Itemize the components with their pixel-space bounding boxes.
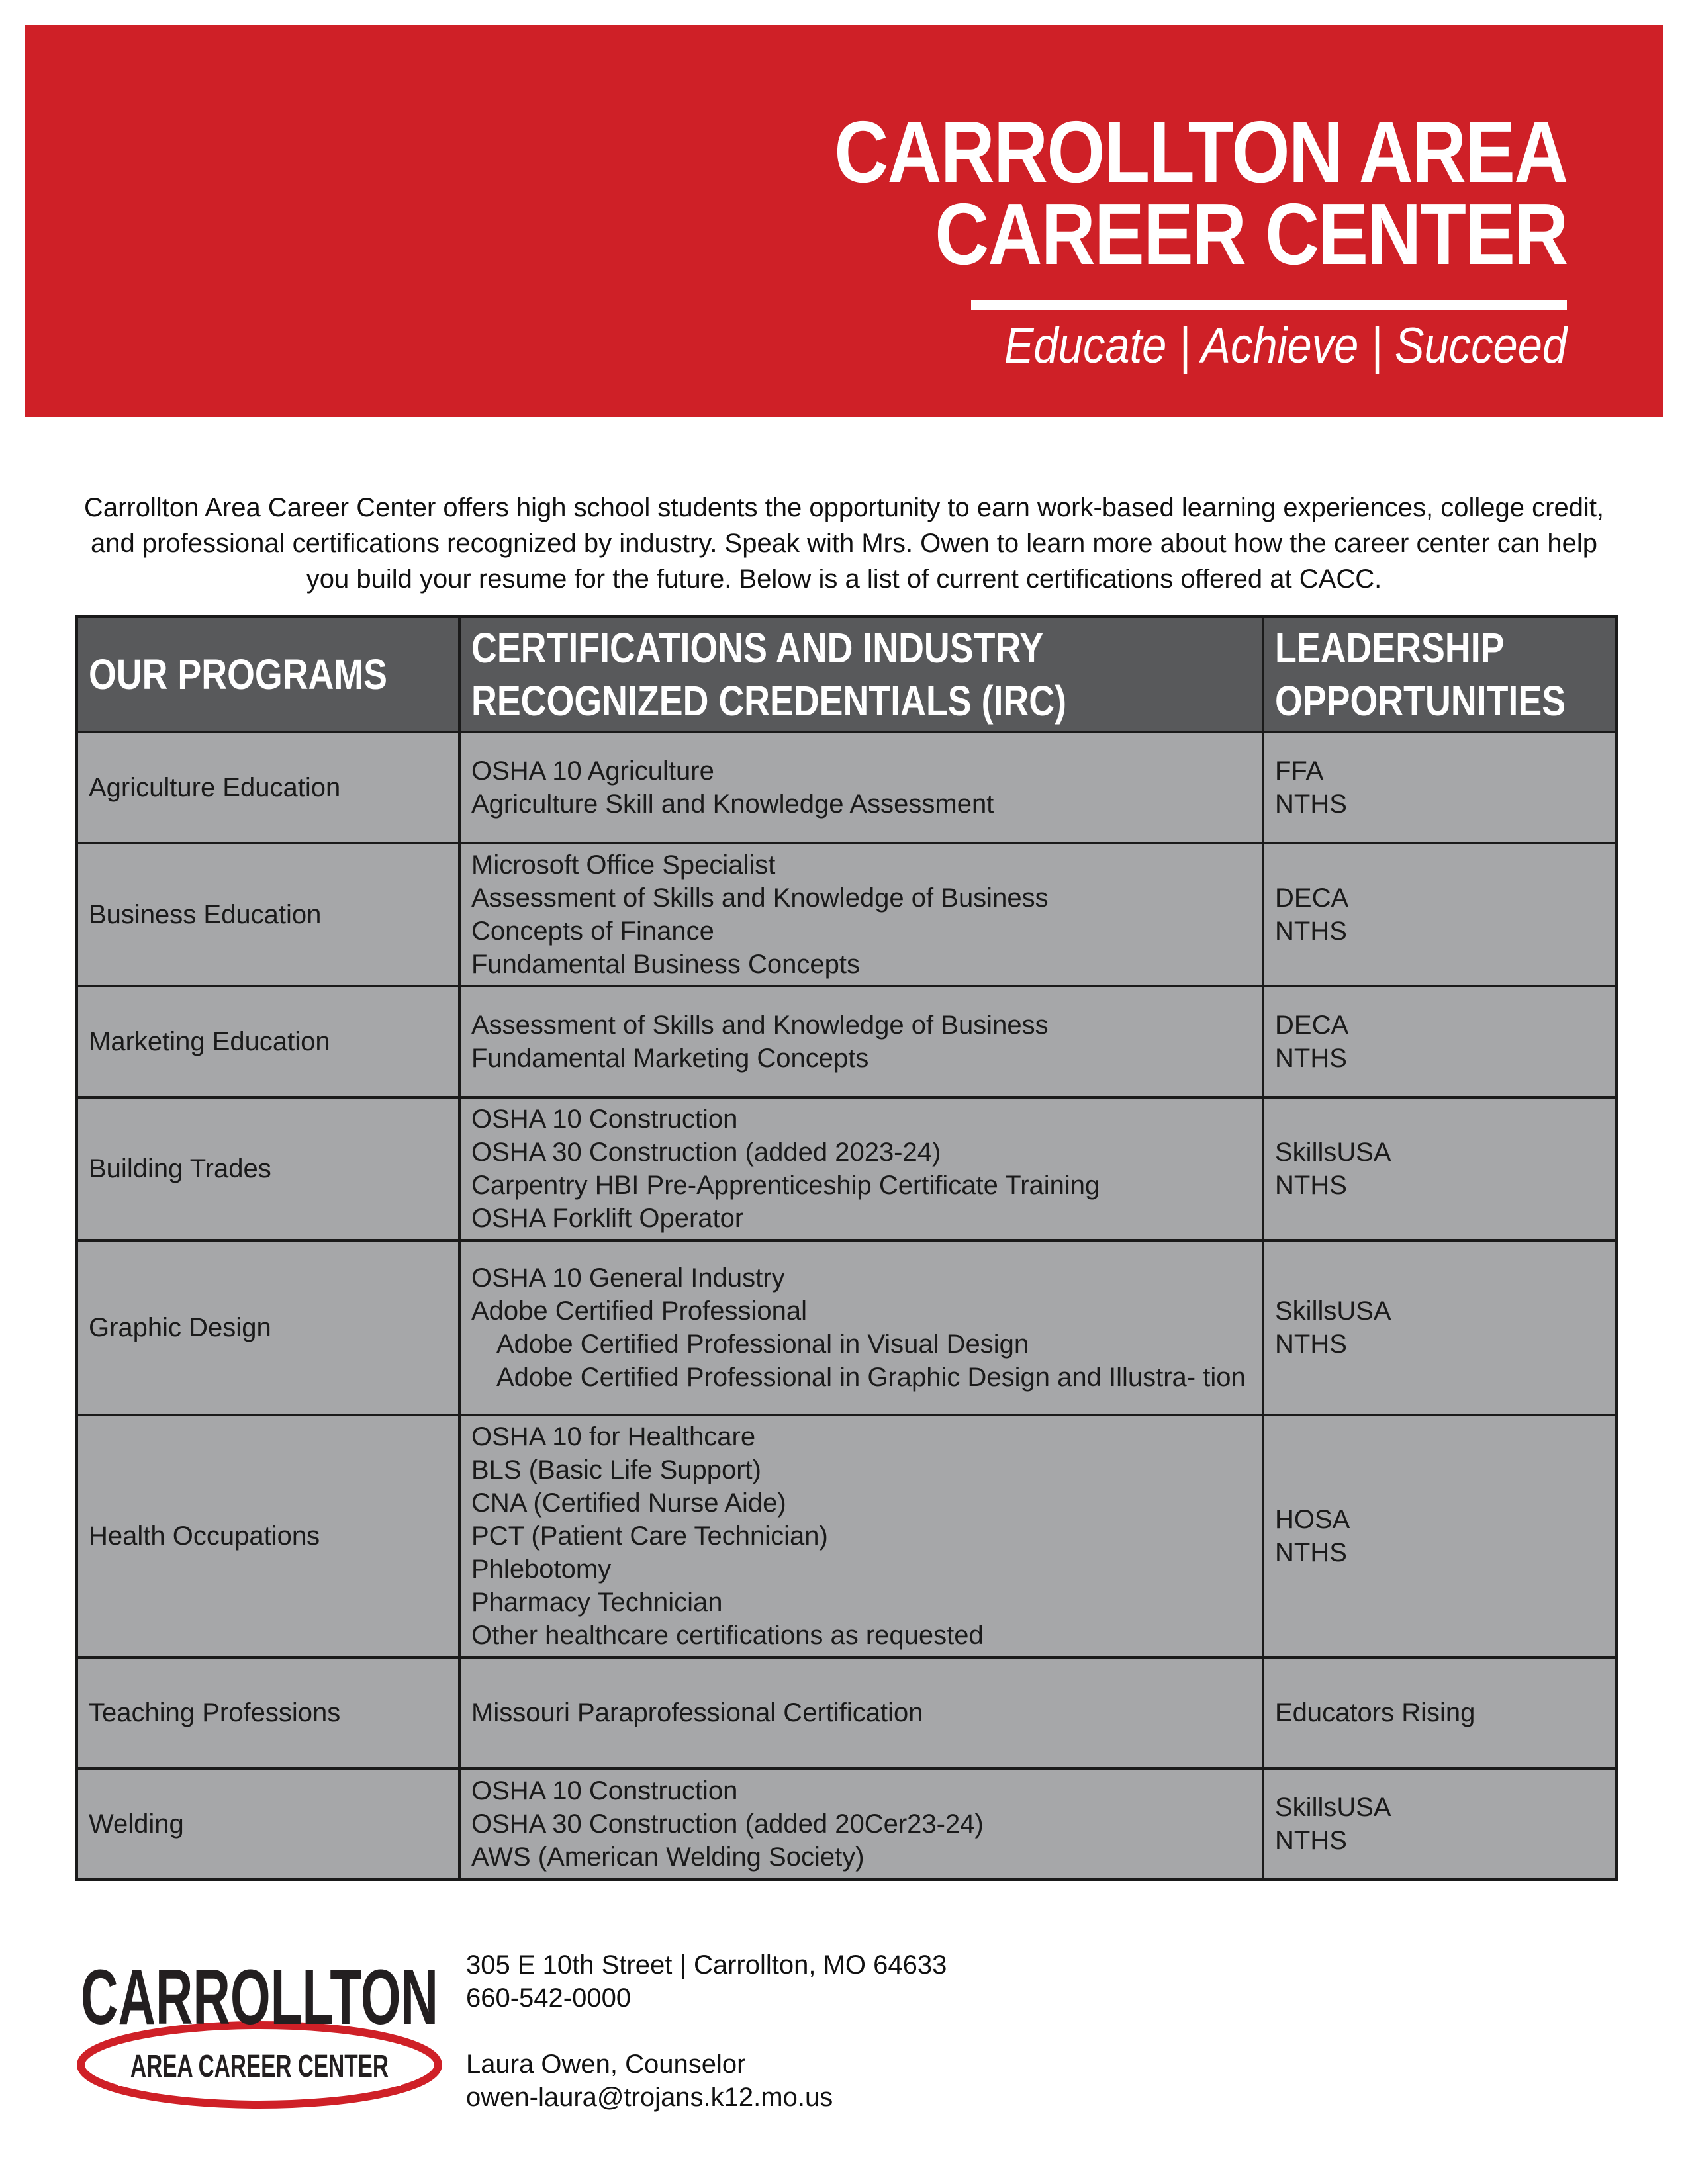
certification-item: Fundamental Marketing Concepts: [471, 1044, 869, 1073]
certification-item: Assessment of Skills and Knowledge of Business: [471, 1011, 1049, 1040]
leadership-item: NTHS: [1275, 790, 1347, 819]
footer-contact-name: Laura Owen, Counselor: [466, 2050, 746, 2079]
certifications-cell: [459, 732, 1263, 843]
table-row: [77, 732, 1617, 843]
logo-wordmark: CARROLLTON: [81, 1954, 438, 2041]
certifications-cell: [459, 1768, 1263, 1880]
carrollton-logo: [74, 1939, 445, 2118]
leadership-item: NTHS: [1275, 1044, 1347, 1073]
leadership-item: HOSA: [1275, 1505, 1350, 1534]
leadership-cell: [1263, 843, 1617, 986]
leadership-cell: [1263, 1240, 1617, 1415]
certification-item: Carpentry HBI Pre-Apprenticeship Certificate Training: [471, 1171, 1100, 1200]
certification-item: Other healthcare certifications as requested: [471, 1621, 984, 1650]
table-body: [77, 732, 1617, 1880]
certification-item: OSHA 10 Construction: [471, 1105, 738, 1134]
certification-item: OSHA 30 Construction (added 20Cer23-24): [471, 1809, 984, 1839]
leadership-cell: [1263, 1097, 1617, 1240]
program-cell: Health Occupations: [77, 1415, 459, 1657]
certification-item: Adobe Certified Professional: [471, 1297, 807, 1326]
certification-item: Pharmacy Technician: [471, 1588, 723, 1617]
certifications-table: [75, 615, 1618, 1881]
certifications-cell: [459, 986, 1263, 1097]
table-row: [77, 986, 1617, 1097]
program-cell: Agriculture Education: [77, 732, 459, 843]
header-programs: OUR PROGRAMS: [77, 617, 459, 732]
certification-subitem: Adobe Certified Professional in Graphic Design and Illustra- tion: [496, 1363, 1246, 1392]
certification-item: Agriculture Skill and Knowledge Assessment: [471, 790, 994, 819]
header-certifications-line2: RECOGNIZED CREDENTIALS (IRC): [471, 677, 1066, 725]
banner-title-line2: CAREER CENTER: [934, 185, 1567, 283]
certification-item: OSHA 10 Construction: [471, 1776, 738, 1805]
program-cell: Welding: [77, 1768, 459, 1880]
banner-divider: [971, 300, 1567, 310]
footer-spacer: [466, 2015, 947, 2048]
footer-email[interactable]: owen-laura@trojans.k12.mo.us: [466, 2083, 833, 2112]
certification-item: OSHA 10 for Healthcare: [471, 1422, 756, 1451]
certifications-cell: [459, 843, 1263, 986]
program-cell: Marketing Education: [77, 986, 459, 1097]
table-header-row: [77, 617, 1617, 732]
leadership-item: DECA: [1275, 1011, 1349, 1040]
leadership-item: NTHS: [1275, 917, 1347, 946]
banner-tagline: Educate | Achieve | Succeed: [1004, 318, 1567, 374]
table-row: [77, 1415, 1617, 1657]
certification-item: OSHA 10 General Industry: [471, 1263, 785, 1293]
header-certifications-line1: CERTIFICATIONS AND INDUSTRY: [471, 624, 1044, 672]
banner-title-line1: CARROLLTON AREA: [833, 103, 1567, 201]
certification-item: Fundamental Business Concepts: [471, 950, 860, 979]
certifications-cell: [459, 1097, 1263, 1240]
certification-item: Phlebotomy: [471, 1555, 612, 1584]
leadership-item: Educators Rising: [1275, 1698, 1476, 1727]
certification-item: PCT (Patient Care Technician): [471, 1522, 828, 1551]
footer-contact: [466, 1948, 947, 2114]
logo-subtitle: AREA CAREER CENTER: [130, 2049, 389, 2084]
leadership-item: DECA: [1275, 884, 1349, 913]
leadership-cell: [1263, 1768, 1617, 1880]
certifications-cell: [459, 1657, 1263, 1768]
table-row: [77, 1657, 1617, 1768]
certifications-cell: [459, 1415, 1263, 1657]
footer-phone: 660-542-0000: [466, 1983, 632, 2013]
certification-subitem: Adobe Certified Professional in Visual Design: [496, 1330, 1029, 1359]
certification-item: Concepts of Finance: [471, 917, 714, 946]
banner-title: [833, 103, 1567, 283]
certification-item: AWS (American Welding Society): [471, 1843, 865, 1872]
leadership-item: SkillsUSA: [1275, 1793, 1391, 1822]
leadership-cell: [1263, 1657, 1617, 1768]
certifications-cell: [459, 1240, 1263, 1415]
table-row: [77, 1768, 1617, 1880]
leadership-cell: [1263, 1415, 1617, 1657]
header-leadership-line1: LEADERSHIP: [1275, 624, 1505, 672]
table-row: [77, 1097, 1617, 1240]
leadership-item: NTHS: [1275, 1826, 1347, 1855]
certification-item: OSHA Forklift Operator: [471, 1204, 744, 1233]
leadership-cell: [1263, 732, 1617, 843]
certification-item: Assessment of Skills and Knowledge of Business: [471, 884, 1049, 913]
leadership-item: NTHS: [1275, 1330, 1347, 1359]
leadership-item: NTHS: [1275, 1171, 1347, 1200]
program-cell: Teaching Professions: [77, 1657, 459, 1768]
leadership-item: SkillsUSA: [1275, 1138, 1391, 1167]
program-cell: Business Education: [77, 843, 459, 986]
program-cell: Graphic Design: [77, 1240, 459, 1415]
table-row: [77, 843, 1617, 986]
certification-item: Microsoft Office Specialist: [471, 850, 776, 880]
leadership-item: NTHS: [1275, 1538, 1347, 1567]
certification-item: Missouri Paraprofessional Certification: [471, 1698, 923, 1727]
certification-item: CNA (Certified Nurse Aide): [471, 1488, 786, 1518]
leadership-item: SkillsUSA: [1275, 1297, 1391, 1326]
header-certifications: [459, 617, 1263, 732]
intro-paragraph: Carrollton Area Career Center offers high school students the opportunity to earn work-based learning experiences, college credit, and professional certifications recognized by industry. Speak with Mrs. Owen to learn more about how the career center can help you build your resume for the future. Below is a list of current certifications offered at CACC.: [83, 493, 1605, 594]
program-cell: Building Trades: [77, 1097, 459, 1240]
table-row: [77, 1240, 1617, 1415]
certification-item: OSHA 30 Construction (added 2023-24): [471, 1138, 941, 1167]
certification-item: BLS (Basic Life Support): [471, 1455, 761, 1484]
leadership-cell: [1263, 986, 1617, 1097]
certification-item: OSHA 10 Agriculture: [471, 756, 714, 786]
header-leadership: [1263, 617, 1617, 732]
header-banner: [25, 25, 1663, 417]
header-leadership-line2: OPPORTUNITIES: [1275, 677, 1566, 725]
leadership-item: FFA: [1275, 756, 1324, 786]
footer-address: 305 E 10th Street | Carrollton, MO 64633: [466, 1950, 947, 1979]
